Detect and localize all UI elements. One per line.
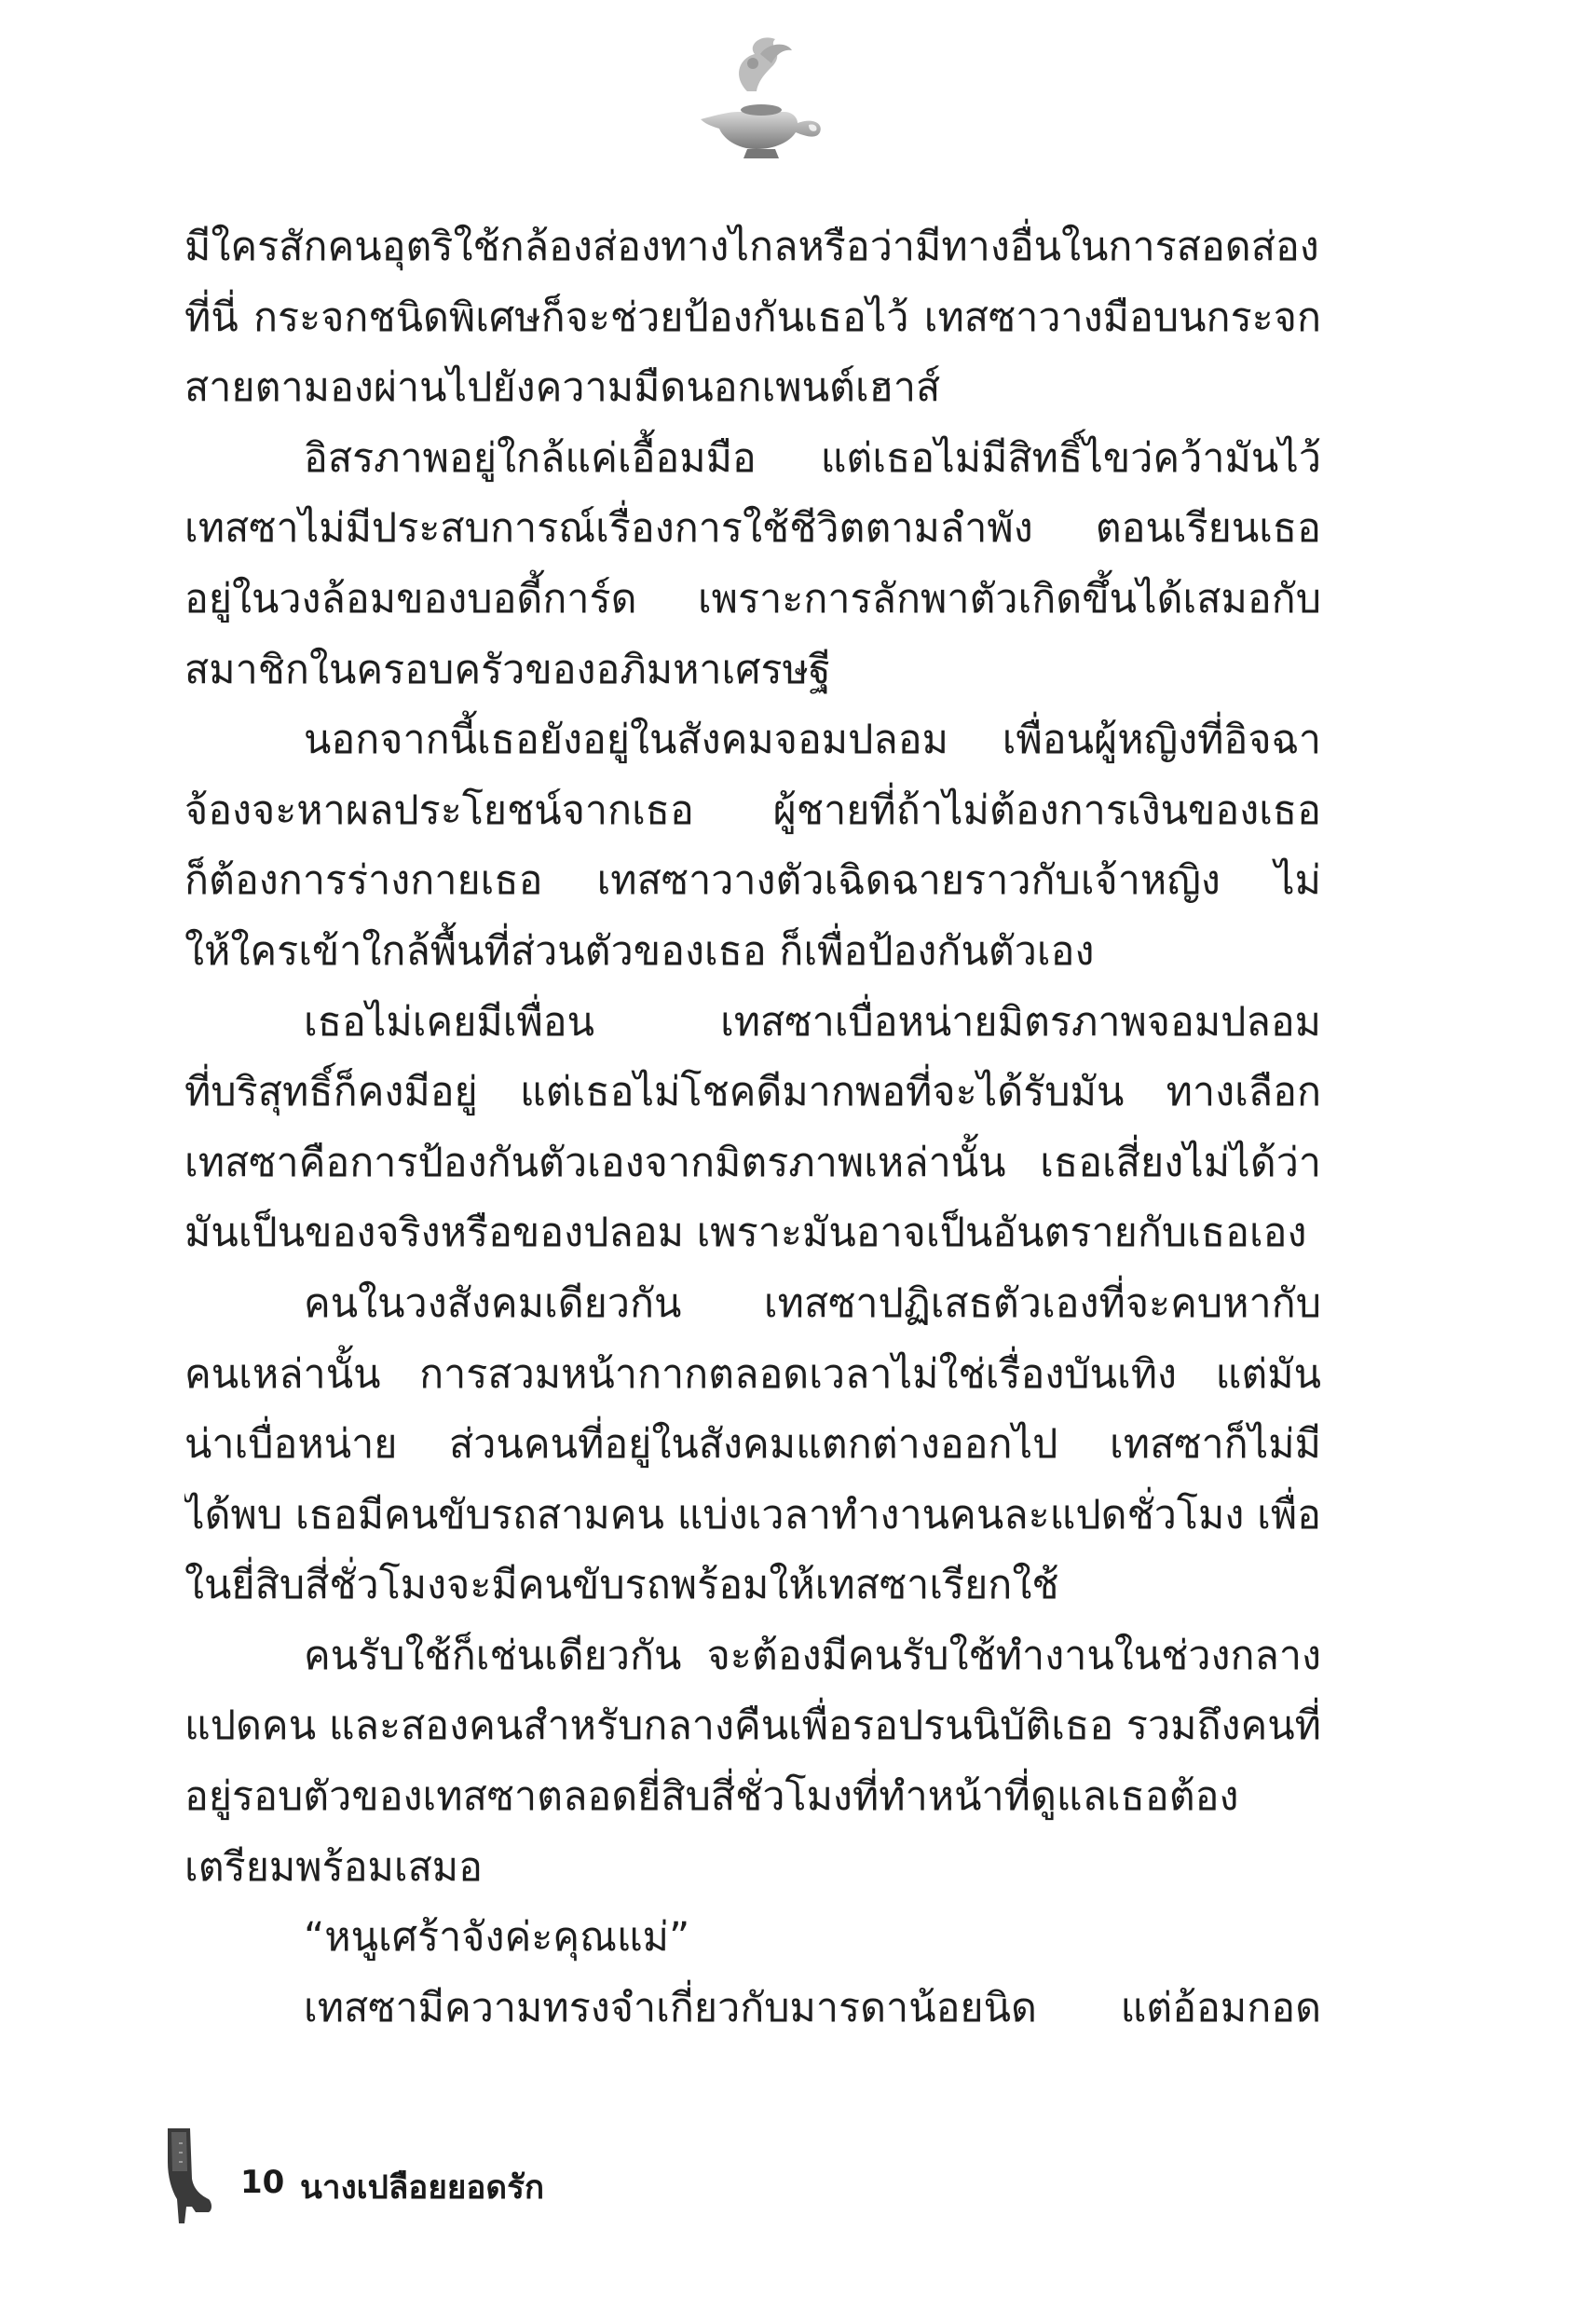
text-line: เทสซาไม่มีประสบการณ์เรื่องการใช้ชีวิตตามลำพัง ตอนเรียนเธอ [184,505,1321,553]
text-line: แปดคน และสองคนสำหรับกลางคืนเพื่อรอปรนนิบัติเธอ รวมถึงคนที่ [184,1702,1321,1750]
text-line: ได้พบ เธอมีคนขับรถสามคน แบ่งเวลาทำงานคนละแปดชั่วโมง เพื่อ [184,1491,1321,1538]
text-line: อยู่รอบตัวของเทสซาตลอดยี่สิบสี่ชั่วโมงที่ทำหน้าที่ดูแลเธอต้อง [184,1773,1239,1821]
text-line: เทสซามีความทรงจำเกี่ยวกับมารดาน้อยนิด แต่อ้อมกอด [304,1984,1321,2031]
text-line: น่าเบื่อหน่าย ส่วนคนที่อยู่ในสังคมแตกต่างออกไป เทสซาก็ไม่มี [184,1421,1321,1469]
text-line: อยู่ในวงล้อมของบอดี้การ์ด เพราะการลักพาตัวเกิดขึ้นได้เสมอกับ [184,575,1321,622]
text-line: เธอไม่เคยมีเพื่อน เทสซาเบื่อหน่ายมิตรภาพจอมปลอม [304,998,1321,1046]
text-line: ให้ใครเข้าใกล้พื้นที่ส่วนตัวของเธอ ก็เพื่อป้องกันตัวเอง [184,927,1095,975]
body-text [184,212,1321,2044]
genie-lamp-icon [682,26,831,166]
text-line: มีใครสักคนอุตริใช้กล้องส่องทางไกลหรือว่ามีทางอื่นในการสอดส่อง [184,224,1319,270]
text-line: มันเป็นของจริงหรือของปลอม เพราะมันอาจเป็นอันตรายกับเธอเอง [184,1210,1307,1257]
text-line: คนในวงสังคมเดียวกัน เทสซาปฏิเสธตัวเองที่จะคบหากับ [304,1279,1321,1327]
text-line: ที่นี่ กระจกชนิดพิเศษก็จะช่วยป้องกันเธอไว้ เทสซาวางมือบนกระจก [184,294,1321,341]
text-line: คนเหล่านั้น การสวมหน้ากากตลอดเวลาไม่ใช่เรื่องบันเทิง แต่มัน [184,1350,1321,1398]
text-line: อิสรภาพอยู่ใกล้แค่เอื้อมมือ แต่เธอไม่มีสิทธิ์ไขว่คว้ามันไว้ [304,434,1321,482]
text-line: ที่บริสุทธิ์ก็คงมีอยู่ แต่เธอไม่โชคดีมากพอที่จะได้รับมัน ทางเลือก [184,1069,1321,1116]
text-line: คนรับใช้ก็เช่นเดียวกัน จะต้องมีคนรับใช้ทำงานในช่วงกลาง [304,1632,1321,1679]
text-line: จ้องจะหาผลประโยชน์จากเธอ ผู้ชายที่ถ้าไม่ต้องการเงินของเธอ [184,786,1321,834]
text-line: เทสซาคือการป้องกันตัวเองจากมิตรภาพเหล่านั้น เธอเสี่ยงไม่ได้ว่า [184,1139,1321,1186]
text-line: ในยี่สิบสี่ชั่วโมงจะมีคนขับรถพร้อมให้เทสซาเรียกใช้ [184,1562,1059,1609]
text-line: “หนูเศร้าจังค่ะคุณแม่” [304,1914,690,1962]
text-line: ก็ต้องการร่างกายเธอ เทสซาวางตัวเฉิดฉายราวกับเจ้าหญิง ไม่ [184,857,1321,905]
text-line: นอกจากนี้เธอยังอยู่ในสังคมจอมปลอม เพื่อนผู้หญิงที่อิจฉา [304,717,1321,764]
text-line: สายตามองผ่านไปยังความมืดนอกเพนต์เฮาส์ [184,364,941,412]
page-number: 10 [240,2164,285,2201]
text-line: เตรียมพร้อมเสมอ [184,1843,483,1891]
page-footer [158,2125,717,2227]
book-title: นางเปลือยยอดรัก [300,2169,545,2207]
high-heel-boot-icon [158,2125,214,2227]
text-line: สมาชิกในครอบครัวของอภิมหาเศรษฐี [184,646,831,693]
